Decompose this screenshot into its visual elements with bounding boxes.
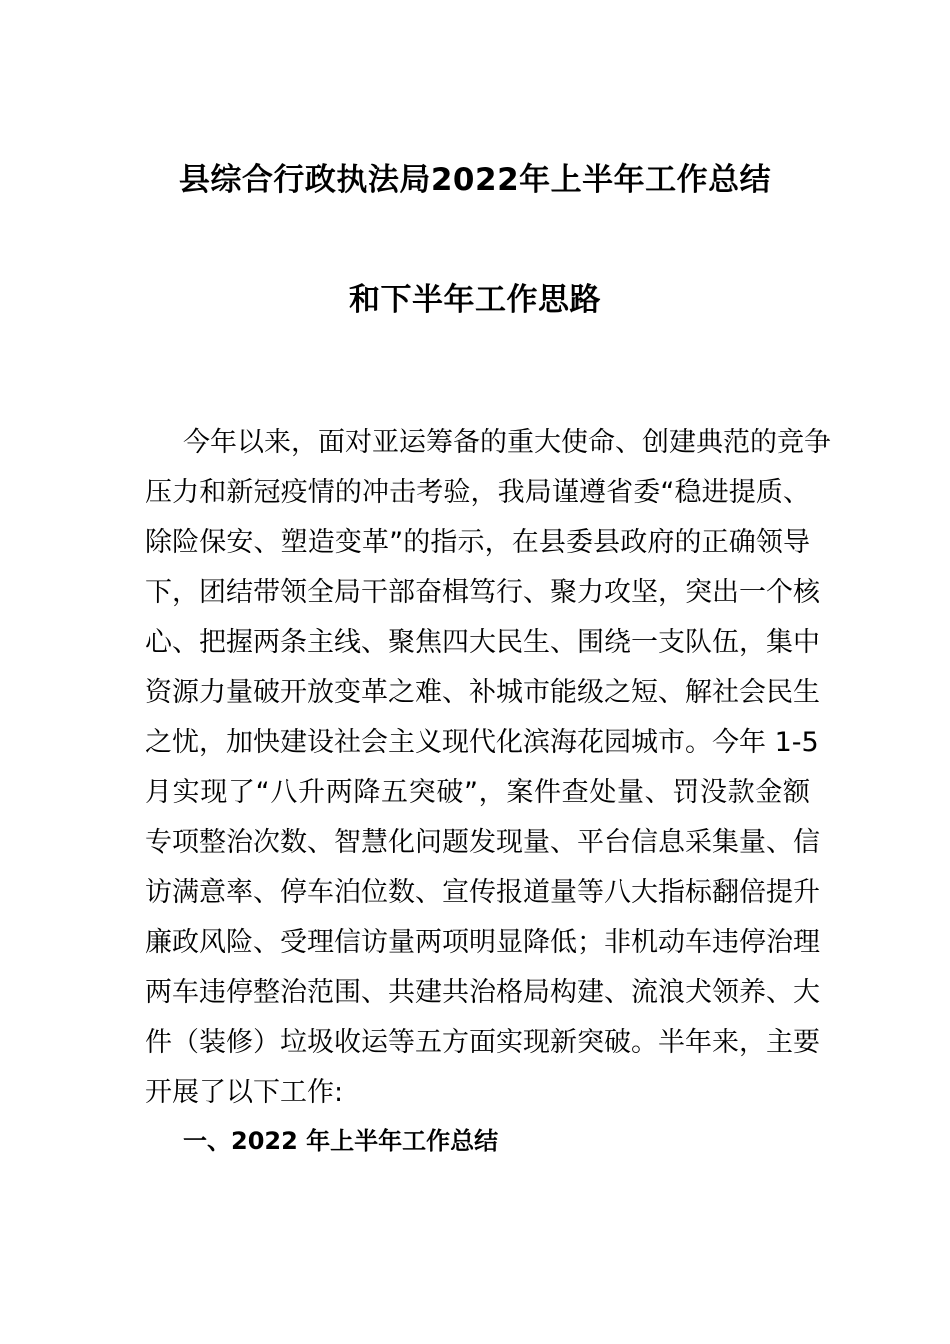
paragraph-line: 心、把握两条主线、聚焦四大民生、围绕一支队伍，集中 xyxy=(145,627,820,658)
paragraph-line: 廉政风险、受理信访量两项明显降低；非机动车违停治理 xyxy=(145,927,820,958)
paragraph-line: 今年以来，面对亚运筹备的重大使命、创建典范的竞争 xyxy=(183,427,831,458)
paragraph-line: 开展了以下工作: xyxy=(145,1077,344,1108)
paragraph-line: 件（装修）垃圾收运等五方面实现新突破。半年来，主要 xyxy=(145,1027,820,1058)
section-heading: 一、2022 年上半年工作总结 xyxy=(183,1127,499,1155)
document-title-line-2: 和下半年工作思路 xyxy=(349,282,601,318)
paragraph-line: 之忧，加快建设社会主义现代化滨海花园城市。今年 1-5 xyxy=(145,727,819,758)
paragraph-line: 除险保安、塑造变革”的指示，在县委县政府的正确领导 xyxy=(145,527,810,558)
paragraph-line: 两车违停整治范围、共建共治格局构建、流浪犬领养、大 xyxy=(145,977,820,1008)
paragraph-line: 下，团结带领全局干部奋楫笃行、聚力攻坚，突出一个核 xyxy=(145,577,820,608)
document-title-line-1: 县综合行政执法局2022年上半年工作总结 xyxy=(178,162,772,198)
paragraph-line: 专项整治次数、智慧化问题发现量、平台信息采集量、信 xyxy=(145,827,820,858)
paragraph-line: 压力和新冠疫情的冲击考验，我局谨遵省委“稳进提质、 xyxy=(145,477,810,508)
paragraph-line: 资源力量破开放变革之难、补城市能级之短、解社会民生 xyxy=(145,677,820,708)
paragraph-line: 访满意率、停车泊位数、宣传报道量等八大指标翻倍提升 xyxy=(145,877,820,908)
paragraph-line: 月实现了“八升两降五突破”，案件查处量、罚没款金额 xyxy=(145,777,810,808)
intro-paragraph xyxy=(145,418,831,1118)
